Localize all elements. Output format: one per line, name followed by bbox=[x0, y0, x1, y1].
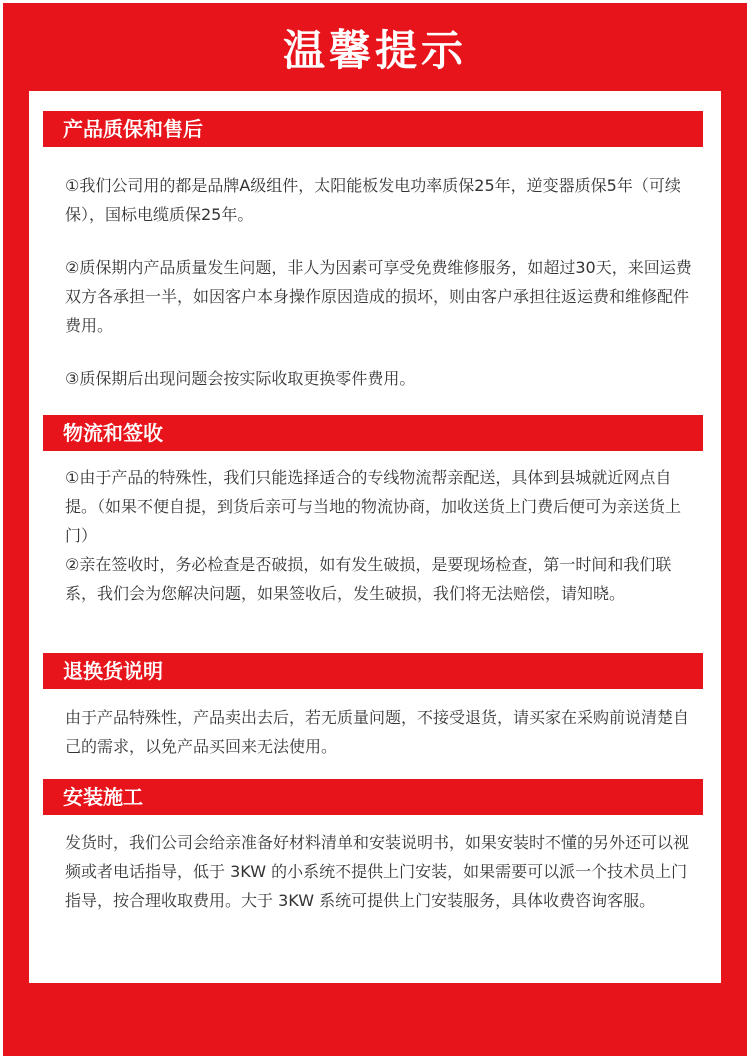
section-heading-logistics bbox=[43, 415, 703, 451]
section-heading-installation bbox=[43, 779, 703, 815]
warranty-paragraph-2: ②质保期内产品质量发生问题，非人为因素可享受免费维修服务，如超过30天，来回运费双方各承担一半，如因客户本身操作原因造成的损坏，则由客户承担往返运费和维修配件费用。 bbox=[65, 258, 692, 335]
section-heading-label: 退换货说明 bbox=[63, 659, 163, 683]
warranty-paragraph-3: ③质保期后出现问题会按实际收取更换零件费用。 bbox=[65, 369, 416, 388]
section-heading-label: 物流和签收 bbox=[63, 421, 163, 445]
logistics-paragraph-1: ①由于产品的特殊性，我们只能选择适合的专线物流帮亲配送，具体到县城就近网点自提。（如果不便自提，到货后亲可与当地的物流协商，加收送货上门费后便可为亲送货上门） bbox=[65, 468, 682, 545]
section-heading-label: 安装施工 bbox=[63, 785, 143, 809]
section-heading-label: 产品质保和售后 bbox=[63, 117, 203, 141]
section-heading-warranty bbox=[43, 111, 703, 147]
installation-paragraph: 发货时，我们公司会给亲准备好材料清单和安装说明书，如果安装时不懂的另外还可以视频或者电话指导，低于 3KW 的小系统不提供上门安装，如果需要可以派一个技术员上门指导，按合理收取费用。大于 3KW 系统可提供上门安装服务，具体收费咨询客服。 bbox=[65, 833, 690, 910]
section-heading-returns bbox=[43, 653, 703, 689]
returns-paragraph: 由于产品特殊性，产品卖出去后，若无质量问题，不接受退货，请买家在采购前说清楚自己的需求，以免产品买回来无法使用。 bbox=[65, 708, 690, 756]
warranty-paragraph-1: ①我们公司用的都是品牌A级组件，太阳能板发电功率质保25年，逆变器质保5年（可续保），国标电缆质保25年。 bbox=[65, 176, 681, 224]
content-card bbox=[29, 91, 721, 983]
warm-tips-panel bbox=[3, 3, 747, 1056]
page-title: 温馨提示 bbox=[282, 26, 467, 75]
logistics-paragraph-2: ②亲在签收时，务必检查是否破损，如有发生破损，是要现场检查，第一时间和我们联系，我们会为您解决问题，如果签收后，发生破损，我们将无法赔偿，请知晓。 bbox=[65, 555, 672, 603]
